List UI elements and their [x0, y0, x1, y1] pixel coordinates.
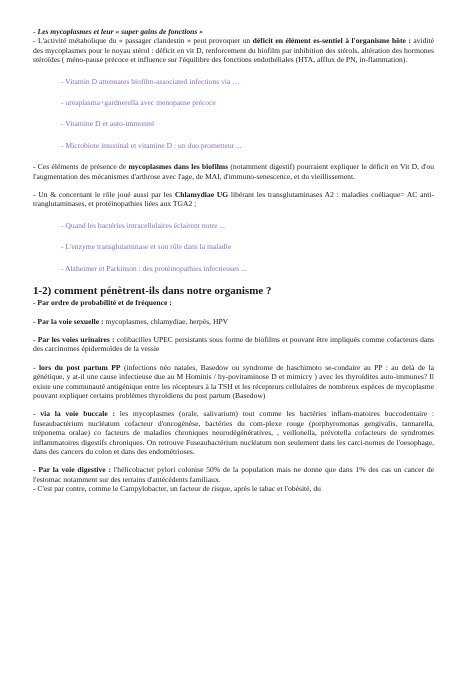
link-bacteries-intracellulaires[interactable]: - Quand les bactéries intracellulaires éclairent notre ...: [61, 220, 226, 230]
p3-a: - Un & concernant le rôle joué aussi par les: [33, 190, 175, 200]
sex-bold: - Par la voie sexuelle :: [33, 316, 104, 326]
sexual-route-paragraph: [33, 317, 434, 326]
link-transglutaminase[interactable]: - L'enzyme transglutaminase et son rôle dans la maladie: [61, 242, 232, 252]
urinary-route-paragraph: [33, 335, 434, 354]
postpartum-paragraph: [33, 363, 434, 401]
link-microbiote-vitamine-d[interactable]: - Microbiote intestinal et vitamine D : un duo prometteur ...: [61, 140, 242, 150]
reference-links-vitd: [33, 77, 434, 151]
buc-text: les mycoplasmes (orale, salivarium) tout comme les bactéries inflam-matoires buccodentaire : fuseaubactérium nucléatum cofacteur d'oncogènèse, bactéries du com-plexe rouge (porphyromonas gengivalis, tannarella, tréponema oralae) co facteurs de maladies chroniques neurodégénératives, , veillonella, prévotella cofacteurs de syndromes inflammatoires digestifs chroniques. On retrouve Fuseaubactérium nucléatum non seulement dans les carci-nomes de l'oesophage, dans des cancers du colon et dans des endométrioses.: [33, 409, 435, 456]
section-heading: 1-2) comment pénètrent-ils dans notre organisme ?: [33, 285, 272, 298]
intro-title: [33, 27, 434, 36]
intro-text-c: avidité des mycoplasmes pour le noyau stérol : déficit en vit D, renforcement du biofilm par inhibition des stérols, altération des hormones stéroïdes ( méno-pause précoce et influence sur l'équilibre des fonctions endothéliales (HTA, afflux de PN, in-flammation).: [33, 36, 434, 65]
pp-text: (infections néo natales, Basedow ou syndrome de haschimoto se-condaire au PP : au delà de la génétique, y at-il une cause infectieuse due au M Hominis / hy-povitaminose D et mimicry ) avec les thyroïdites auto-immunes? Il existe une communauté antigénique entre les récepteurs à la TSH et les récepteurs cellulaires de nombreux espèces de mycoplasme pouvant expliquer certains problèmes thyroïdiens du post partum (Basedow): [33, 362, 434, 400]
subheading-text: - Par ordre de probabilité et de fréquence :: [33, 298, 172, 308]
intro-text-a: - L'activité métabolique du « passager clandestin » peut provoquer un: [33, 36, 253, 46]
title-dash: -: [33, 27, 38, 36]
sex-text: mycoplasmes, chlamydiae, herpès, HPV: [103, 316, 229, 326]
dig-text: l'hélicobacter pylori colonise 50% de la population mais ne donne que dans 1% des cas un cancer de l'estomac notamment sur des terrains d'antécédents familiaux.: [33, 465, 434, 484]
uri-bold: - Par les voies urinaires :: [33, 334, 115, 344]
biofilm-paragraph: [33, 162, 434, 181]
section-title: Les mycoplasmes et leur « super gains de fonctions »: [37, 27, 204, 36]
campylobacter-paragraph: - C'est par contre, comme le Campylobacter, un facteur de risque, après le tabac et l'obésité, du: [33, 484, 321, 494]
reference-links-chlamydiae: [33, 221, 434, 273]
dig-bold: - Par la voie digestive :: [33, 465, 111, 475]
intro-text-bold: déficit en élément es-sentiel à l'organisme hôte :: [252, 36, 411, 46]
digestive-route-paragraph: [33, 465, 434, 484]
chlamydiae-paragraph: [33, 190, 434, 209]
p2-bold: mycoplasmes dans les biofilms: [128, 162, 229, 172]
uri-text: colibacilles UPEC persistants sous forme de biofilms et pouvant être impliqués comme cofacteurs dans des carcinomes épidermoïdes de la vessie: [33, 334, 434, 354]
buc-bold: - via la voie buccale :: [33, 409, 115, 419]
section-subheading: [33, 298, 434, 307]
link-vitamine-d-autoimmunite[interactable]: - Vitamine D et auto-immunité: [61, 119, 155, 129]
p2-c: (notamment digestif) pourraient expliquer le déficit en Vit D, d'ou l'augmentation des mécanismes d'arthrose avec l'age, de MAI, d'immuno-senescence, et du vieillissement.: [33, 162, 434, 181]
oral-route-paragraph: [33, 409, 434, 456]
p2-a: - Ces éléments de présence de: [33, 162, 129, 172]
link-ureaplasma-menopause[interactable]: - ureaplasma+gardnerella avec menopause précoce: [61, 98, 216, 108]
p3-c: libérant les transglutaminases A2 : maladies coéliaque= AC anti-tranglutaminases, et protéinopathies liées aux TGA2 ;: [33, 190, 434, 209]
link-vitamin-d-biofilm[interactable]: - Vitamin D attenuates biofilm-associated infections via …: [61, 76, 240, 86]
p3-bold: Chlamydiae UG: [174, 190, 229, 200]
link-alzheimer-parkinson[interactable]: - Alzheimer et Parkinson : des protéinopathies infectieuses ...: [61, 263, 247, 273]
pp-bold: - lors du post partum PP: [33, 362, 121, 372]
intro-paragraph: [33, 36, 434, 64]
